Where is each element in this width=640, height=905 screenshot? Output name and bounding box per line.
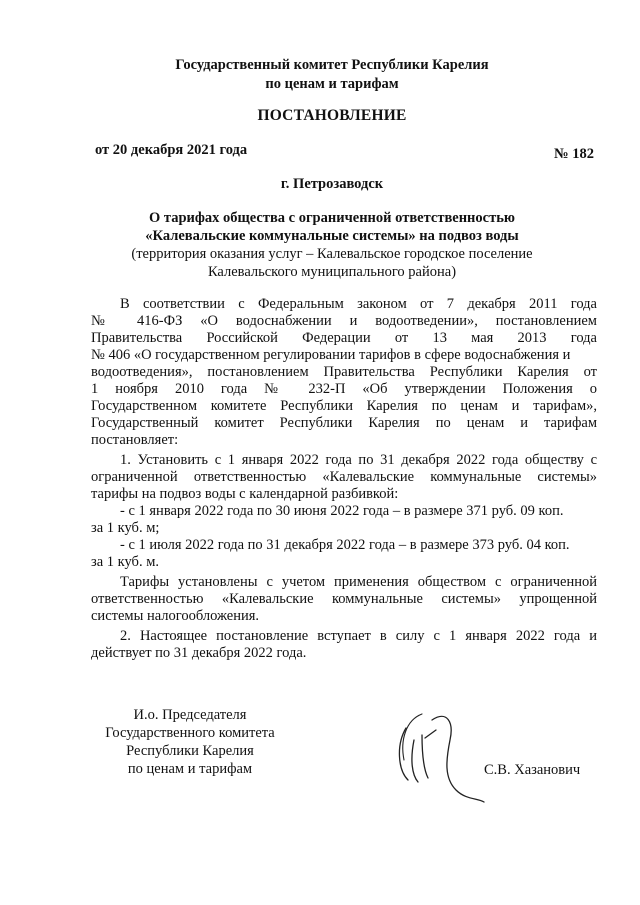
body-line: № 406 «О государственном регулировании тарифов в сфере водоснабжения и (91, 347, 571, 363)
body-line: 1. Установить с 1 января 2022 года по 31 декабря 2022 года обществу с (120, 452, 597, 468)
signatory-name: С.В. Хазанович (484, 762, 581, 778)
body-line: В соответствии с Федеральным законом от 7 декабря 2011 года (120, 296, 597, 312)
body-line: за 1 куб. м. (91, 554, 159, 570)
signatory-title-line3: Республики Карелия (126, 743, 254, 759)
body-line: действует по 31 декабря 2022 года. (91, 645, 307, 661)
body-line: Правительства Российской Федерации от 13 мая 2013 года (91, 330, 597, 346)
org-name-line1: Государственный комитет Республики Карелия (175, 57, 489, 73)
body-line: водоотведения», постановлением Правительства Республики Карелия от (91, 364, 597, 380)
title-line3: (территория оказания услуг – Калевальское городское поселение (131, 246, 533, 262)
document-number: № 182 (554, 146, 594, 162)
body-line: ответственностью «Калевальские коммунальные системы» упрощенной (91, 591, 597, 607)
body-line: 1 ноября 2010 года № 232-П «Об утверждении Положения о (91, 381, 597, 397)
org-name-line2: по ценам и тарифам (265, 76, 399, 92)
handwritten-signature (392, 700, 492, 810)
body-line: Государственном комитете Республики Карелия по ценам и тарифам», (91, 398, 597, 414)
body-line: ограниченной ответственностью «Калевальские коммунальные системы» (91, 469, 597, 485)
body-line: Государственный комитет Республики Карелия по ценам и тарифам (91, 415, 597, 431)
title-line2: «Калевальские коммунальные системы» на подвоз воды (145, 228, 519, 244)
document-type: ПОСТАНОВЛЕНИЕ (257, 107, 407, 124)
document-date: от 20 декабря 2021 года (95, 142, 248, 158)
body-line: 2. Настоящее постановление вступает в силу с 1 января 2022 года и (120, 628, 597, 644)
body-line: № 416-ФЗ «О водоснабжении и водоотведении», постановлением (91, 313, 597, 329)
title-line1: О тарифах общества с ограниченной ответственностью (149, 210, 515, 226)
signatory-title-line1: И.о. Председателя (133, 707, 247, 723)
body-line: Тарифы установлены с учетом применения обществом с ограниченной (120, 574, 597, 590)
body-line: - с 1 июля 2022 года по 31 декабря 2022 года – в размере 373 руб. 04 коп. (120, 537, 570, 553)
signatory-title-line4: по ценам и тарифам (127, 761, 253, 777)
body-line: - с 1 января 2022 года по 30 июня 2022 года – в размере 371 руб. 09 коп. (120, 503, 564, 519)
body-line: за 1 куб. м; (91, 520, 160, 536)
body-line: постановляет: (91, 432, 179, 448)
body-line: системы налогообложения. (91, 608, 260, 624)
body-line: тарифы на подвоз воды с календарной разбивкой: (91, 486, 399, 502)
title-line4: Калевальского муниципального района) (207, 264, 457, 280)
document-city: г. Петрозаводск (280, 176, 384, 192)
signatory-title-line2: Государственного комитета (105, 725, 275, 741)
